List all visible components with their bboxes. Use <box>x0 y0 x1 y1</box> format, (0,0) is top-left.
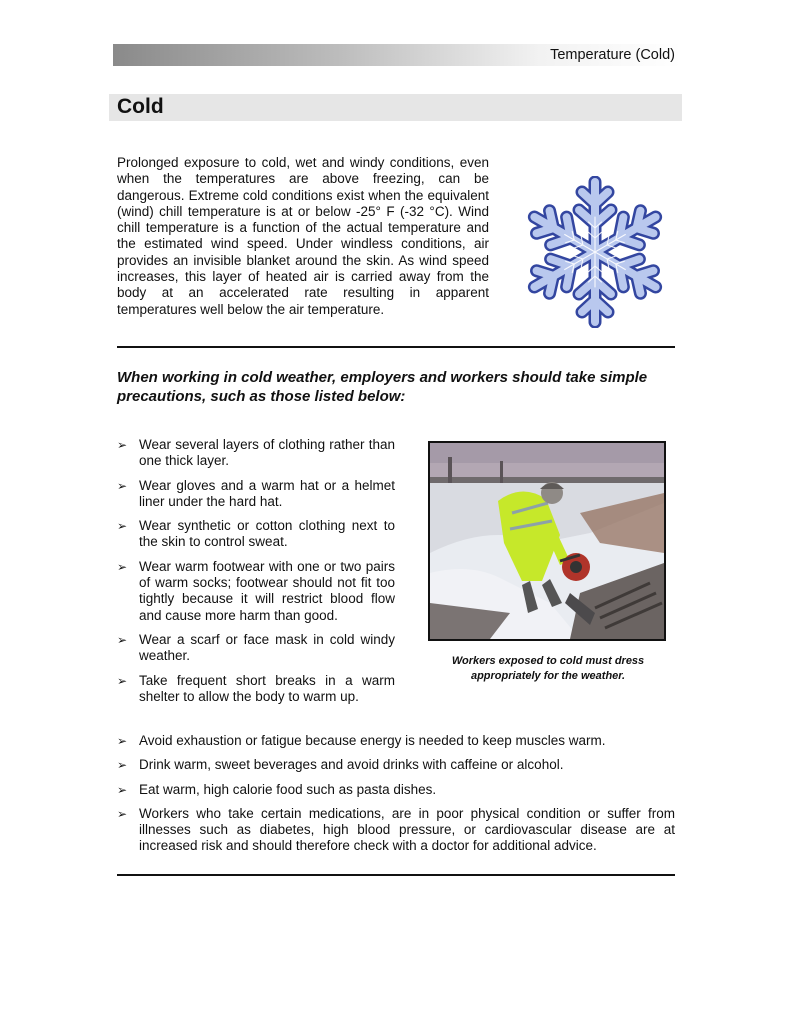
list-item: ➢ Wear synthetic or cotton clothing next to the skin to control sweat. <box>117 518 395 550</box>
intro-paragraph: Prolonged exposure to cold, wet and windy conditions, even when the temperatures are above freezing, can be dangerous. Extreme cold conditions exist when the equivalent (wind) chill temperature is at or below -25° F (-32 °C). Wind chill temperature is a function of the actual temperature and the estimated wind speed. Under windless conditions, air provides an invisible blanket around the skin. As wind speed increases, this layer of heated air is carried away from the body at an accelerated rate resulting in apparent temperatures well below the air temperature. <box>117 155 489 317</box>
worker-photo <box>428 441 666 641</box>
arrow-bullet-icon: ➢ <box>117 559 128 574</box>
arrow-bullet-icon: ➢ <box>117 673 128 688</box>
arrow-bullet-icon: ➢ <box>117 806 128 821</box>
arrow-bullet-icon: ➢ <box>117 478 128 493</box>
page-title: Cold <box>117 95 164 118</box>
list-item: ➢ Wear gloves and a warm hat or a helmet liner under the hard hat. <box>117 477 395 509</box>
arrow-bullet-icon: ➢ <box>117 438 128 452</box>
precautions-list-wide <box>117 733 675 863</box>
arrow-bullet-icon: ➢ <box>117 782 128 797</box>
arrow-bullet-icon: ➢ <box>117 758 128 773</box>
list-item: ➢ Workers who take certain medications, are in poor physical condition or suffer from illnesses such as diabetes, high blood pressure, or cardiovascular disease are at increased risk and should therefore check with a doctor for additional advice. <box>117 805 675 854</box>
precautions-heading: When working in cold weather, employers and workers should take simple precautions, such as those listed below: <box>117 369 648 405</box>
arrow-bullet-icon: ➢ <box>117 734 128 748</box>
divider-top <box>117 346 675 348</box>
photo-caption: Workers exposed to cold must dress appropriately for the weather. <box>451 655 645 682</box>
list-item: ➢ Avoid exhaustion or fatigue because energy is needed to keep muscles warm. <box>117 733 606 748</box>
list-item: ➢ Wear several layers of clothing rather than one thick layer. <box>117 437 395 469</box>
list-item: ➢ Wear a scarf or face mask in cold windy weather. <box>117 631 395 664</box>
header-section-title: Temperature (Cold) <box>550 47 675 63</box>
arrow-bullet-icon: ➢ <box>117 519 128 534</box>
precautions-list-narrow <box>117 437 395 713</box>
arrow-bullet-icon: ➢ <box>117 632 128 647</box>
list-item: ➢ Eat warm, high calorie food such as pasta dishes. <box>117 781 437 797</box>
snowflake-icon <box>510 176 680 328</box>
list-item: ➢ Drink warm, sweet beverages and avoid drinks with caffeine or alcohol. <box>117 757 564 773</box>
divider-bottom <box>117 874 675 876</box>
list-item: ➢ Take frequent short breaks in a warm shelter to allow the body to warm up. <box>117 672 395 704</box>
list-item: ➢ Wear warm footwear with one or two pairs of warm socks; footwear should not fit too tightly because it will restrict blood flow and cause more harm than good. <box>117 558 395 623</box>
title-band <box>109 94 682 121</box>
